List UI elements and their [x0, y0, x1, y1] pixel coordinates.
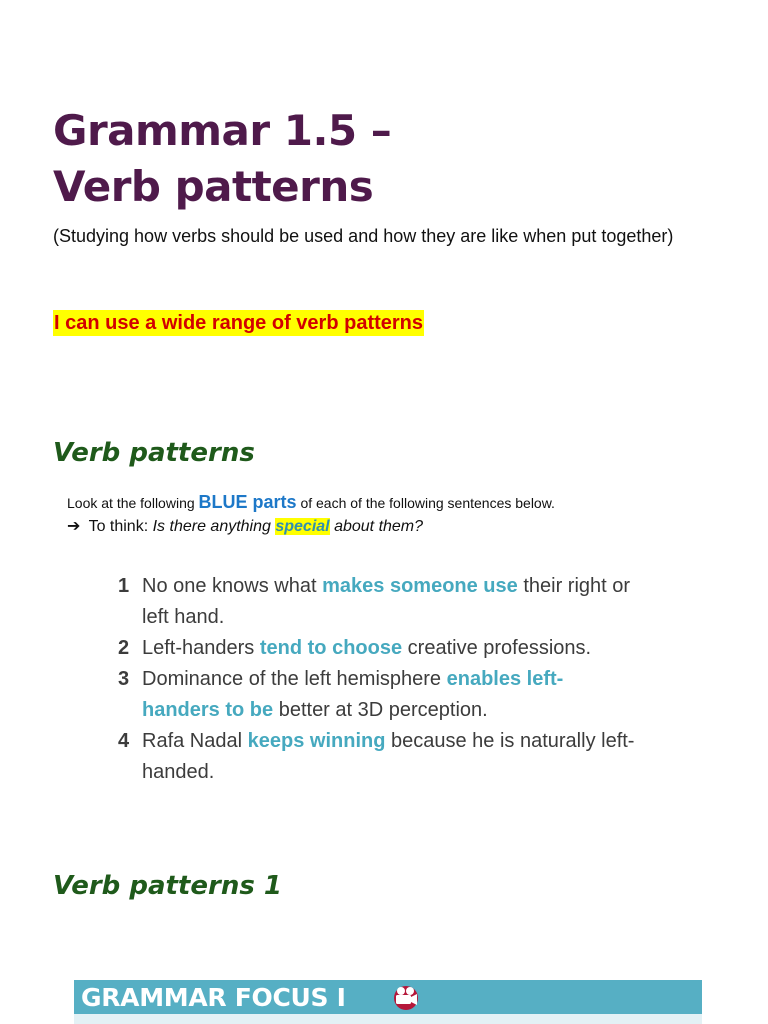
- example-sentences: [118, 571, 638, 788]
- example-number: 1: [118, 575, 130, 597]
- example-text-before: No one knows what: [142, 575, 317, 597]
- instruction-blue-parts: BLUE parts: [198, 492, 297, 512]
- example-text: [142, 633, 638, 664]
- example-number: 2: [118, 637, 130, 659]
- example-text-after: better at 3D perception.: [278, 699, 488, 721]
- grammar-focus-title: GRAMMAR FOCUS I: [81, 983, 346, 1012]
- example-item: [118, 571, 638, 633]
- page-title-line2: Verb patterns: [53, 162, 374, 211]
- instruction-suffix: of each of the following sentences below.: [300, 495, 555, 511]
- think-question-before: Is there anything: [152, 518, 271, 535]
- example-verb-pattern: tend to choose: [259, 637, 403, 659]
- example-text-after: because he is naturally left-handed.: [142, 730, 635, 783]
- example-text-after: creative professions.: [407, 637, 592, 659]
- example-text-before: Left-handers: [142, 637, 255, 659]
- example-number: 4: [118, 730, 130, 752]
- example-item: [118, 664, 638, 726]
- instruction-prefix: Look at the following: [67, 495, 195, 511]
- example-item: [118, 726, 638, 788]
- example-text-after: their right or left hand.: [142, 575, 631, 628]
- example-text-before: Rafa Nadal: [142, 730, 243, 752]
- grammar-focus-subheader-strip: [74, 1014, 702, 1024]
- example-verb-pattern: makes someone use: [322, 575, 518, 597]
- think-prompt: [67, 516, 423, 538]
- instruction-text: [67, 491, 555, 514]
- example-text: [142, 571, 638, 633]
- example-text: [142, 664, 638, 726]
- arrow-icon: ➔: [67, 518, 81, 535]
- section-heading-verb-patterns-1: Verb patterns 1: [53, 871, 282, 901]
- example-item: [118, 633, 638, 664]
- example-number: 3: [118, 668, 130, 690]
- example-text: [142, 726, 638, 788]
- page-subtitle: (Studying how verbs should be used and how they are like when put together): [53, 226, 674, 246]
- example-verb-pattern: keeps winning: [247, 730, 386, 752]
- example-text-before: Dominance of the left hemisphere: [142, 668, 442, 690]
- page-title: [53, 103, 391, 215]
- example-verb-pattern: enables left-handers to be: [142, 668, 564, 721]
- think-question-after: about them?: [334, 518, 424, 535]
- think-lead: To think:: [88, 518, 149, 535]
- grammar-focus-banner: [74, 980, 702, 1024]
- page-title-line1: Grammar 1.5 –: [53, 106, 392, 155]
- video-camera-icon: [390, 983, 422, 1011]
- learning-objective: I can use a wide range of verb patterns: [54, 312, 424, 334]
- section-heading-verb-patterns: Verb patterns: [53, 438, 255, 468]
- think-question-highlight: special: [275, 518, 330, 535]
